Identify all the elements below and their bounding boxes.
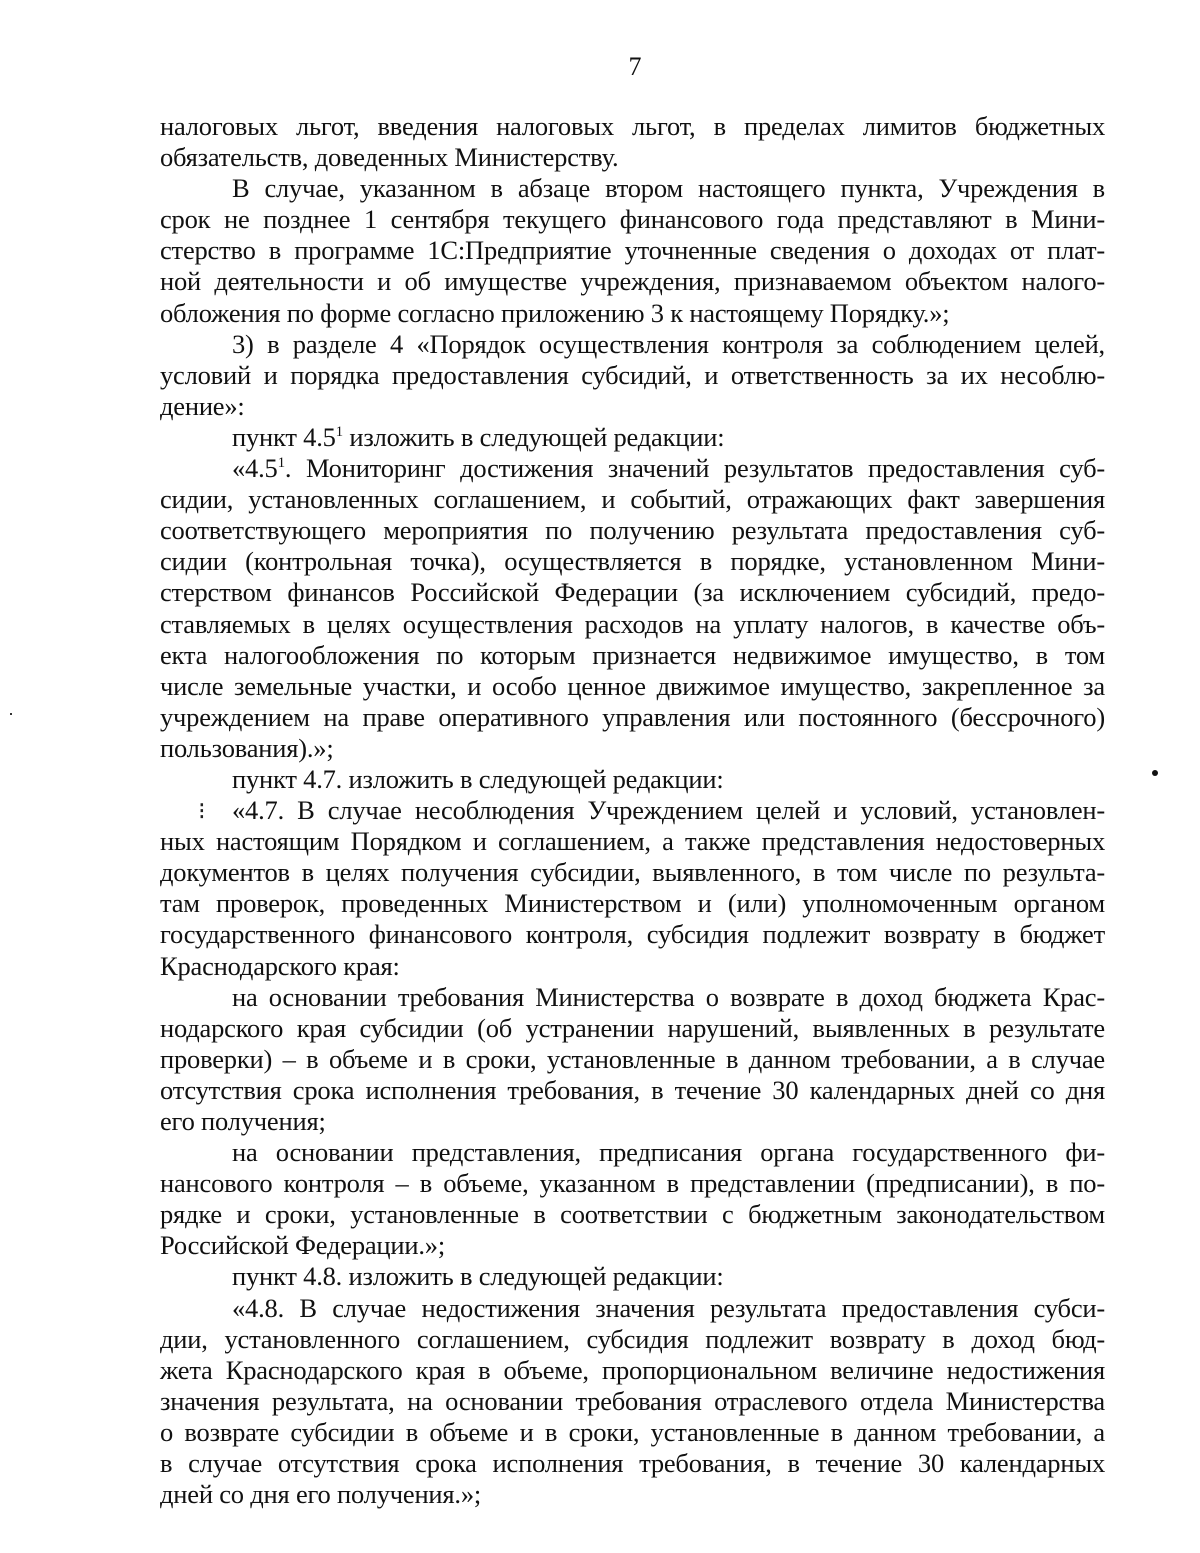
text-line: документов в целях получения субсидии, выявленного, в том числе по результа-: [160, 857, 1105, 888]
text-line: ставляемых в целях осуществления расходов на уплату налогов, в качестве объ-: [160, 608, 1105, 639]
text-line: пункт 4.7. изложить в следующей редакции:: [232, 763, 724, 794]
text-line: нансового контроля – в объеме, указанном в представлении (предписании), в по-: [160, 1168, 1105, 1199]
text-line: стерство в программе 1С:Предприятие уточненные сведения о доходах от плат-: [160, 235, 1105, 266]
text-line: дней со дня его получения.»;: [160, 1479, 482, 1510]
text-line: сидии (контрольная точка), осуществляется в порядке, установленном Мини-: [160, 546, 1105, 577]
text-line: Российской Федерации.»;: [160, 1230, 446, 1261]
scan-dot-mark: [1152, 770, 1158, 776]
text-line: значения результата, на основании требования отраслевого отдела Министерства: [160, 1385, 1105, 1416]
text-line: о возврате субсидии в объеме и в сроки, установленные в данном требовании, а: [160, 1416, 1105, 1447]
text-line: пользования).»;: [160, 732, 334, 763]
text-line: ных настоящим Порядком и соглашением, а также представления недостоверных: [160, 826, 1105, 857]
text-line: обязательств, доведенных Министерству.: [160, 142, 619, 173]
text-line: нодарского края субсидии (об устранении нарушений, выявленных в результате: [160, 1012, 1105, 1043]
text-line: срок не позднее 1 сентября текущего финансового года представляют в Мини-: [160, 204, 1105, 235]
text-line-with-superscript: [160, 422, 1105, 453]
text-line: там проверок, проведенных Министерством и (или) уполномоченным органом: [160, 888, 1105, 919]
text-line: «4.8. В случае недостижения значения результата предоставления субси-: [232, 1292, 1105, 1323]
text-line: его получения;: [160, 1106, 326, 1136]
superscript-mark: 1: [335, 423, 343, 440]
text-line: «4.7. В случае несоблюдения Учреждением целей и условий, установлен-: [232, 795, 1105, 826]
text-line: В случае, указанном в абзаце втором настоящего пункта, Учреждения в: [232, 173, 1105, 204]
clause-text: изложить в следующей редакции:: [342, 421, 725, 452]
scan-speck-mark: [10, 713, 12, 715]
document-body: [160, 111, 1105, 1510]
margin-scan-mark: ⁝: [198, 799, 206, 825]
text-line: Краснодарского края:: [160, 950, 400, 981]
text-line: рядке и сроки, установленные в соответствии с бюджетным законодательством: [160, 1199, 1105, 1230]
clause-label: «4.5: [232, 453, 278, 484]
text-line: на основании требования Министерства о возврате в доход бюджета Крас-: [232, 981, 1105, 1012]
text-line-with-superscript: [160, 453, 1105, 484]
text-line: обложения по форме согласно приложению 3 к настоящему Порядку.»;: [160, 297, 950, 328]
text-line: проверки) – в объеме и в сроки, установленные в данном требовании, а в случае: [160, 1043, 1105, 1074]
clause-text: . Мониторинг достижения значений результатов предоставления суб-: [284, 453, 1105, 484]
text-line: на основании представления, предписания органа государственного фи-: [232, 1137, 1105, 1168]
text-line: пункт 4.8. изложить в следующей редакции:: [232, 1261, 724, 1292]
text-line: жета Краснодарского края в объеме, пропорциональном величине недостижения: [160, 1354, 1105, 1385]
page-number: 7: [628, 52, 642, 81]
superscript-mark: 1: [277, 455, 285, 472]
text-line: в случае отсутствия срока исполнения требования, в течение 30 календарных: [160, 1448, 1105, 1479]
text-line: ной деятельности и об имуществе учреждения, признаваемом объектом налого-: [160, 266, 1105, 297]
text-line: стерством финансов Российской Федерации (за исключением субсидий, предо-: [160, 577, 1105, 608]
text-line: налоговых льгот, введения налоговых льгот, в пределах лимитов бюджетных: [160, 111, 1105, 141]
text-line: екта налогообложения по которым признается недвижимое имущество, в том: [160, 639, 1105, 670]
text-line: сидии, установленных соглашением, и событий, отражающих факт завершения: [160, 484, 1105, 515]
clause-label: пункт 4.5: [232, 421, 336, 452]
text-line: 3) в разделе 4 «Порядок осуществления контроля за соблюдением целей,: [232, 328, 1105, 359]
text-line: условий и порядка предоставления субсидий, и ответственность за их несоблю-: [160, 359, 1105, 390]
text-line: государственного финансового контроля, субсидия подлежит возврату в бюджет: [160, 919, 1105, 950]
text-line: дии, установленного соглашением, субсидия подлежит возврату в доход бюд-: [160, 1323, 1105, 1354]
text-line: соответствующего мероприятия по получению результата предоставления суб-: [160, 515, 1105, 546]
text-line: учреждением на праве оперативного управления или постоянного (бессрочного): [160, 701, 1105, 732]
text-line: дение»:: [160, 390, 245, 421]
text-line: числе земельные участки, и особо ценное движимое имущество, закрепленное за: [160, 670, 1105, 701]
text-line: отсутствия срока исполнения требования, в течение 30 календарных дней со дня: [160, 1074, 1105, 1105]
